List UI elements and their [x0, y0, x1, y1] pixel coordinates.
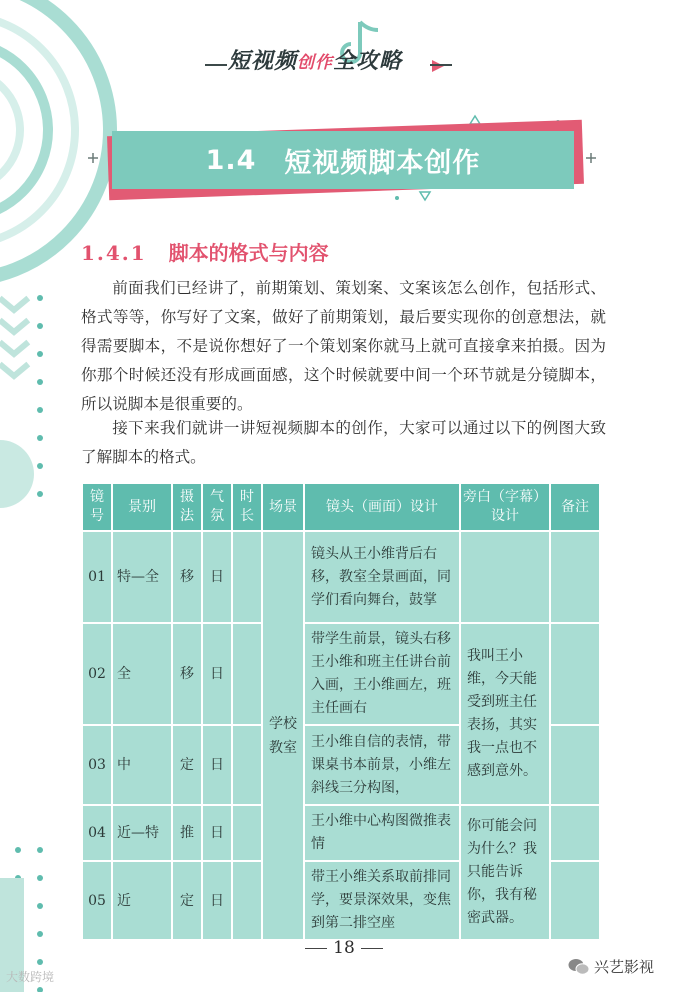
cell-voice-empty [460, 531, 550, 623]
header-accent-2: 作 [315, 53, 334, 73]
body-paragraph-2: 接下来我们就讲一讲短视频脚本的创作，大家可以通过以下的例图大致了解脚本的格式。 [81, 419, 606, 466]
page-number [294, 938, 394, 958]
header-scene: 场景 [262, 483, 304, 531]
cell-note [550, 725, 600, 805]
cell-shot-size: 近 [112, 861, 172, 940]
cell-note [550, 623, 600, 725]
cell-weather: 日 [202, 531, 232, 623]
page-number-text: 18 [333, 938, 355, 958]
wechat-icon [568, 958, 590, 976]
header-text-part1: 短视频 [228, 49, 298, 74]
cell-duration [232, 531, 262, 623]
header-technique: 摄法 [172, 483, 202, 531]
cell-no: 04 [82, 805, 112, 861]
cell-lens: 带学生前景，镜头右移王小维和班主任讲台前入画，王小维画左，班主任画右 [304, 623, 460, 725]
header-rule-left [205, 64, 227, 66]
cell-lens: 镜头从王小维背后右移，教室全景画面，同学们看向舞台，鼓掌 [304, 531, 460, 623]
header-text-part2: 全攻略 [333, 49, 403, 74]
section-heading [81, 237, 329, 266]
cell-technique: 定 [172, 861, 202, 940]
running-header [228, 44, 468, 74]
header-note: 备注 [550, 483, 600, 531]
cell-scene: 学校教室 [262, 531, 304, 940]
cell-technique: 移 [172, 531, 202, 623]
page-number-dash-right [361, 948, 383, 949]
cell-shot-size: 全 [112, 623, 172, 725]
cell-lens: 王小维中心构图微推表情 [304, 805, 460, 861]
cell-shot-size: 近—特 [112, 805, 172, 861]
cell-note [550, 531, 600, 623]
half-circle-decoration [0, 440, 34, 508]
section-title: 脚本的格式与内容 [168, 241, 329, 265]
cell-no: 02 [82, 623, 112, 725]
header-shot-size: 景别 [112, 483, 172, 531]
chapter-banner [112, 131, 574, 189]
cell-voice-a: 我叫王小维，今天能受到班主任表扬，其实我一点也不感到意外。 [460, 623, 550, 805]
cell-duration [232, 725, 262, 805]
script-table-wrapper [81, 482, 599, 931]
body-paragraph-1: 前面我们已经讲了，前期策划、策划案、文案该怎么创作，包括形式、格式等等，你写好了文案，做好了前期策划，最后要实现你的创意想法，就得需要脚本，不是说你想好了一个策划案你就马上就可直接拿来拍摄。因为你那个时候还没有形成画面感，这个时候就要中间一个环节就是分镜脚本，所以说脚本是很重要的。 [81, 279, 606, 413]
header-duration: 时长 [232, 483, 262, 531]
cell-lens: 带王小维关系取前排同学，要景深效果，变焦到第二排空座 [304, 861, 460, 940]
cell-voice-b: 你可能会问为什么？我只能告诉你，我有秘密武器。 [460, 805, 550, 940]
cell-shot-size: 中 [112, 725, 172, 805]
cell-duration [232, 623, 262, 725]
cell-weather: 日 [202, 861, 232, 940]
cell-lens: 王小维自信的表情，带课桌书本前景，小维左斜线三分构图， [304, 725, 460, 805]
watermark-left-text: 大数跨境 [6, 970, 55, 984]
watermark-right-text: 兴艺影视 [594, 958, 655, 976]
cell-technique: 定 [172, 725, 202, 805]
section-number: 1.4.1 [81, 241, 147, 265]
header-accent-1: 创 [297, 53, 316, 73]
header-no: 镜号 [82, 483, 112, 531]
cell-weather: 日 [202, 623, 232, 725]
cell-no: 05 [82, 861, 112, 940]
page-number-dash-left [305, 948, 327, 949]
cell-note [550, 805, 600, 861]
cell-duration [232, 861, 262, 940]
script-table [81, 482, 601, 941]
table-row [82, 531, 600, 623]
watermark-left [6, 968, 54, 985]
header-weather: 气氛 [202, 483, 232, 531]
header-rule-right [430, 64, 452, 66]
cell-no: 01 [82, 531, 112, 623]
header-lens: 镜头（画面）设计 [304, 483, 460, 531]
table-row [82, 623, 600, 725]
table-header-row [82, 483, 600, 531]
chapter-title: 短视频脚本创作 [284, 147, 481, 179]
cell-technique: 移 [172, 623, 202, 725]
watermark-right [568, 956, 654, 977]
cell-weather: 日 [202, 725, 232, 805]
cell-no: 03 [82, 725, 112, 805]
cell-duration [232, 805, 262, 861]
header-voice: 旁白（字幕）设计 [460, 483, 550, 531]
table-row [82, 805, 600, 861]
cell-technique: 推 [172, 805, 202, 861]
chevron-decoration [2, 300, 26, 376]
triangle-outline-decoration-2 [420, 192, 430, 200]
cell-shot-size: 特—全 [112, 531, 172, 623]
cell-weather: 日 [202, 805, 232, 861]
cell-note [550, 861, 600, 940]
chapter-number: 1.4 [205, 144, 257, 176]
